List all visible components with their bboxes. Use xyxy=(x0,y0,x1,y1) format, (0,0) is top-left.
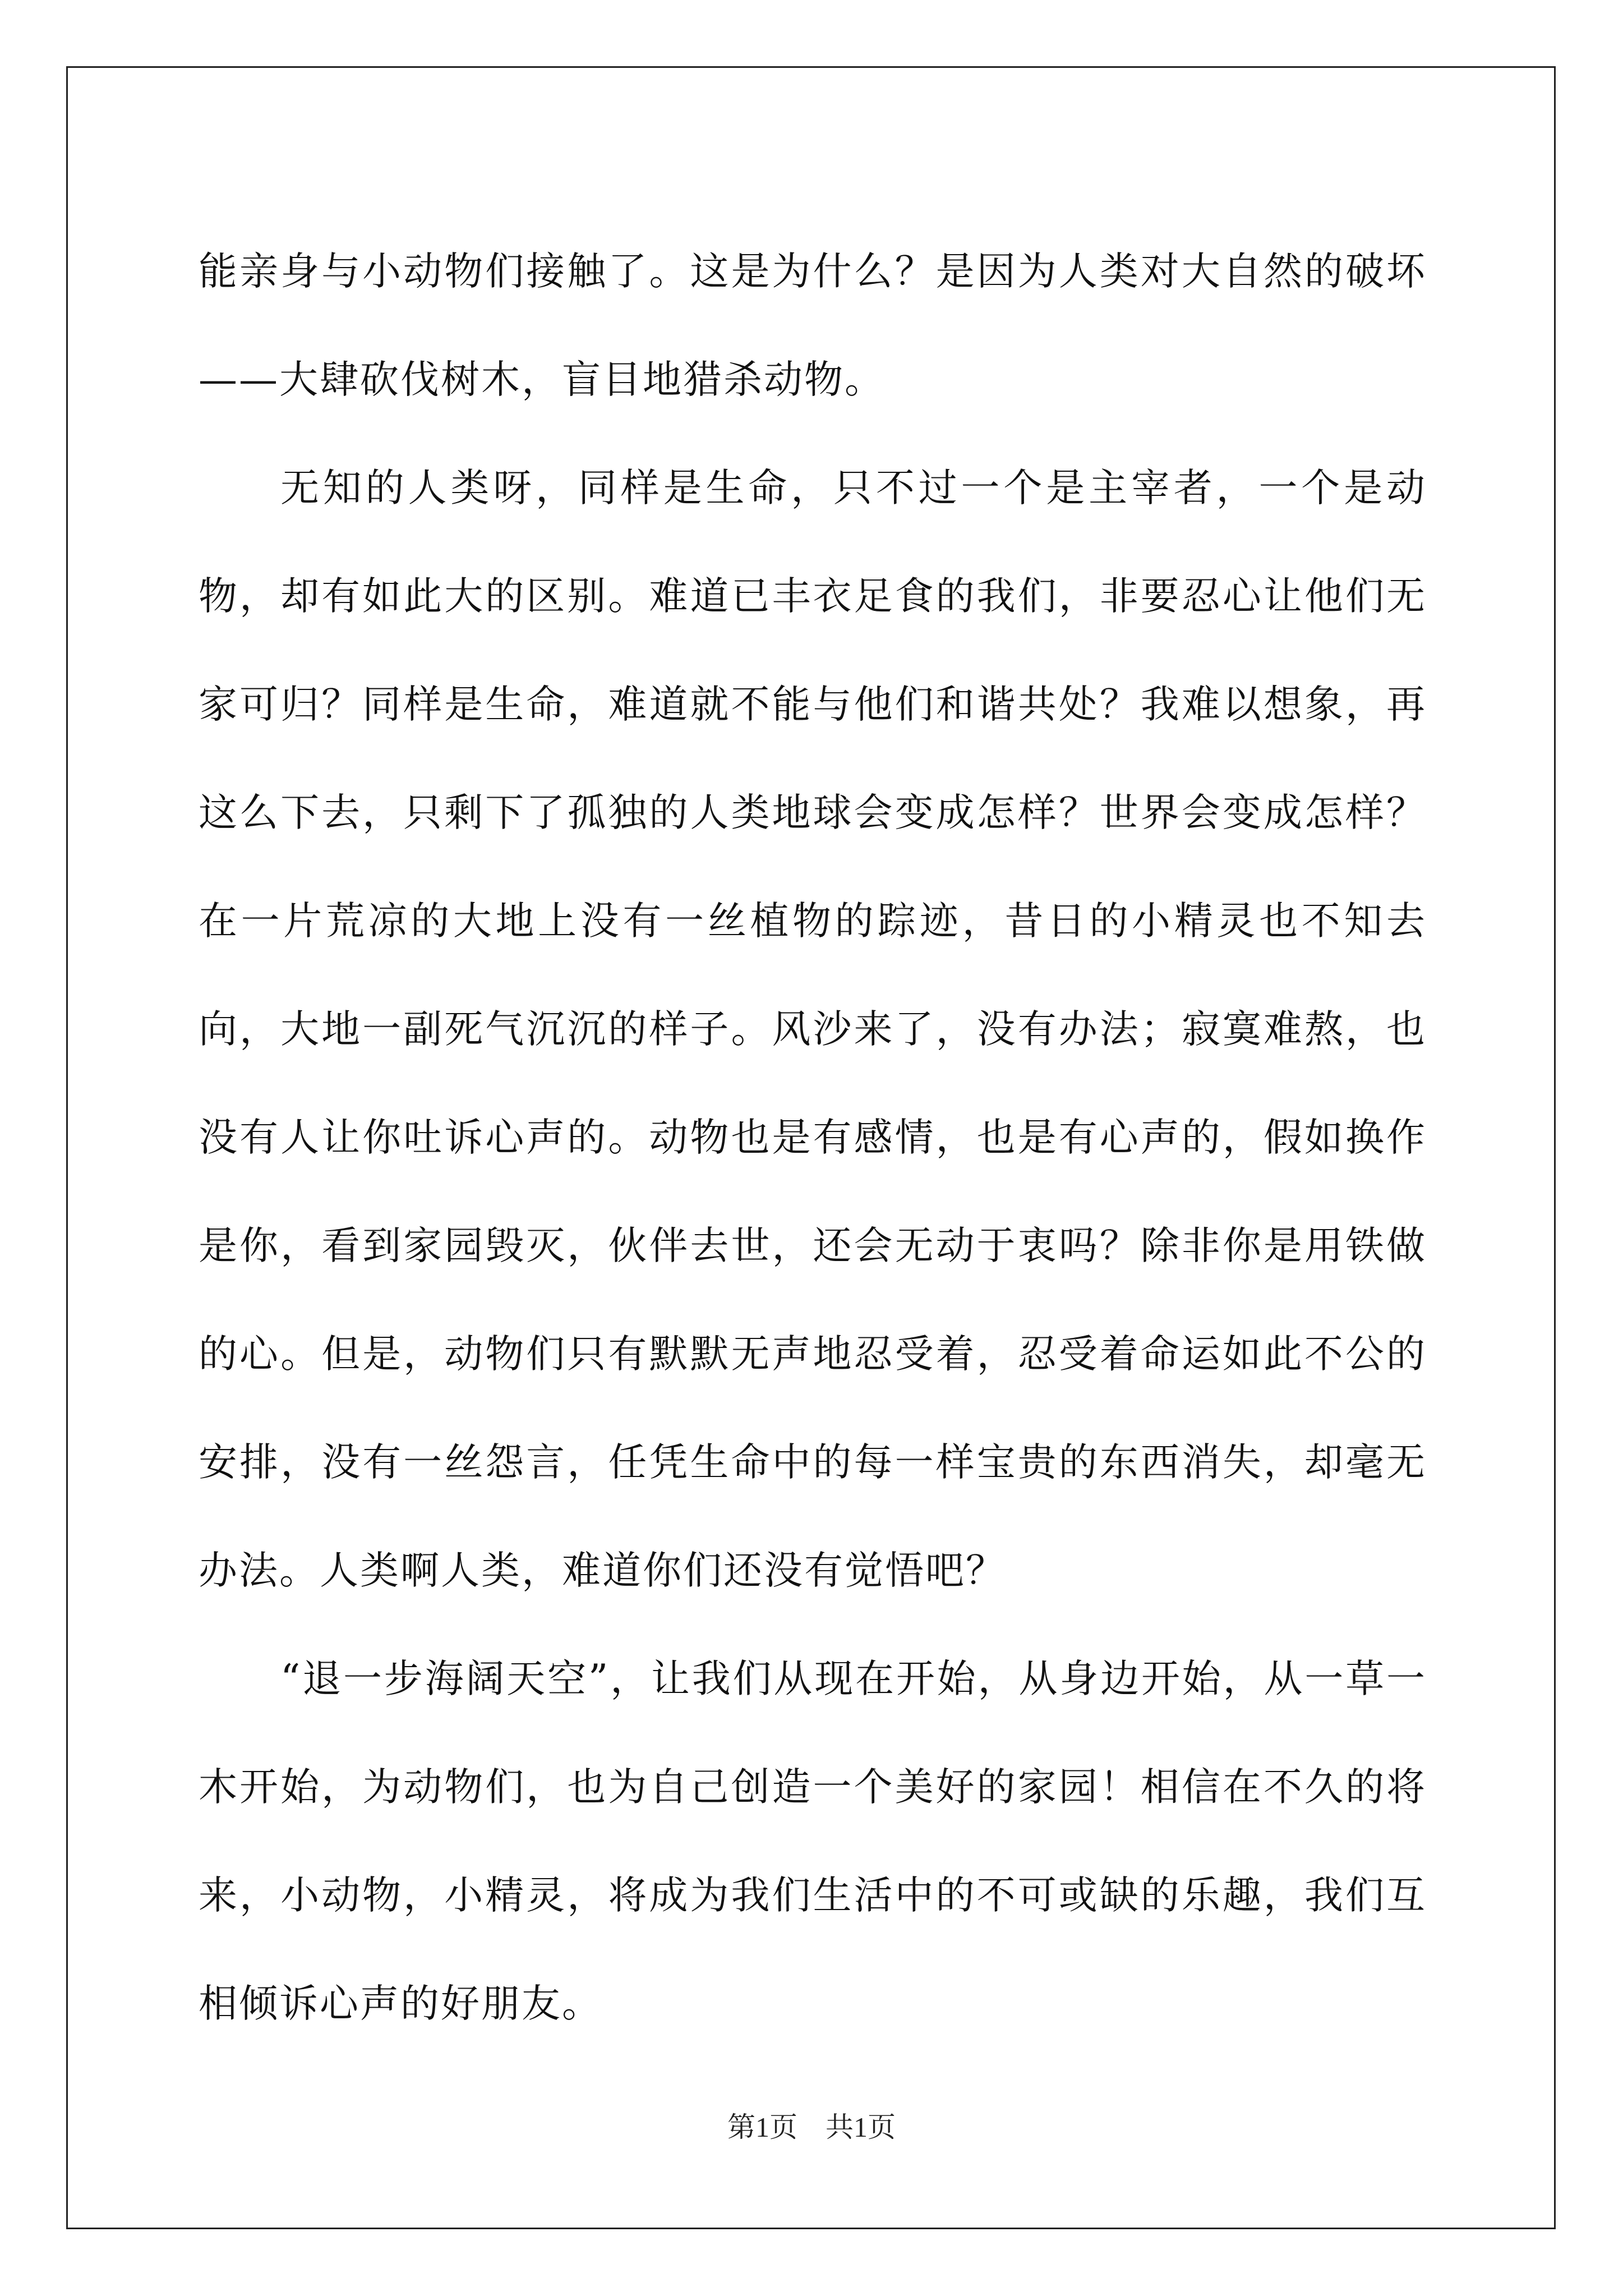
paragraph-continued: 能亲身与小动物们接触了。这是为什么？是因为人类对大自然的破坏——大肆砍伐树木，盲目地猎杀动物。 xyxy=(199,249,1427,402)
paragraph: 无知的人类呀，同样是生命，只不过一个是主宰者，一个是动物，却有如此大的区别。难道已丰衣足食的我们，非要忍心让他们无家可归？同样是生命，难道就不能与他们和谐共处？我难以想象，再这么下去，只剩下了孤独的人类地球会变成怎样？世界会变成怎样？在一片荒凉的大地上没有一丝植物的踪迹，昔日的小精灵也不知去向，大地一副死气沉沉的样子。风沙来了，没有办法；寂寞难熬，也没有人让你吐诉心声的。动物也是有感情，也是有心声的，假如换作是你，看到家园毁灭，伙伴去世，还会无动于衷吗？除非你是用铁做的心。但是，动物们只有默默无声地忍受着，忍受着命运如此不公的安排，没有一丝怨言，任凭生命中的每一样宝贵的东西消失，却毫无办法。人类啊人类，难道你们还没有觉悟吧？ xyxy=(199,466,1427,1593)
document-body xyxy=(199,218,1427,2058)
page-number: 第1页 共1页 xyxy=(727,2111,896,2143)
paragraph: “退一步海阔天空”，让我们从现在开始，从身边开始，从一草一木开始，为动物们，也为自己创造一个美好的家园！相信在不久的将来，小动物，小精灵，将成为我们生活中的不可或缺的乐趣，我们互相倾诉心声的好朋友。 xyxy=(199,1657,1427,2026)
